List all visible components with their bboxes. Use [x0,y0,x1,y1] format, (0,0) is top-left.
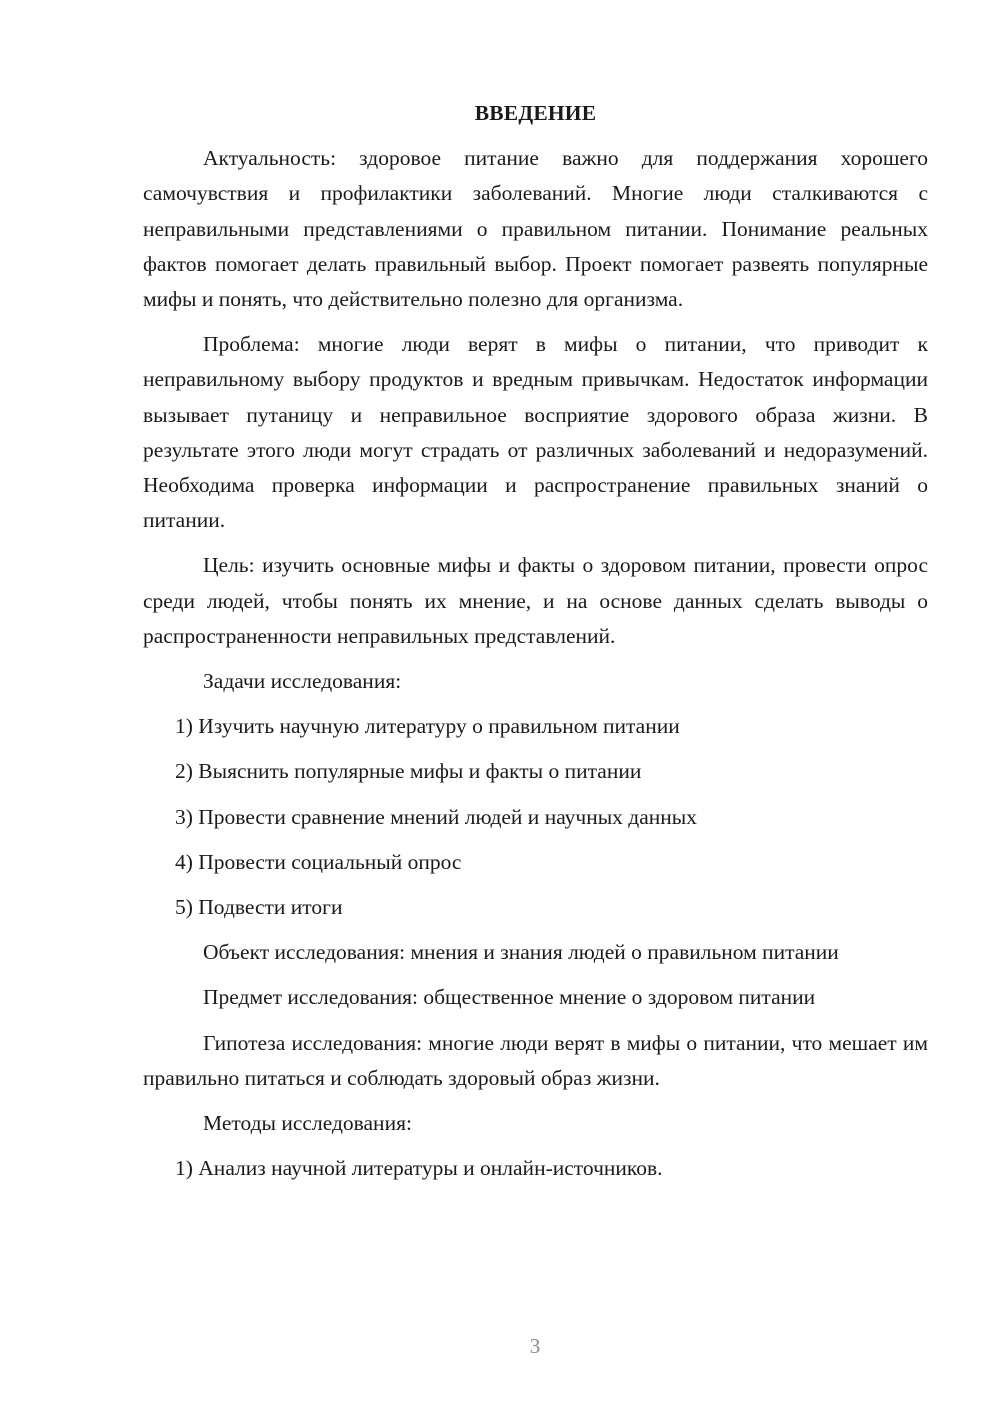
task-item: 3) Провести сравнение мнений людей и научных данных [175,804,697,829]
task-item: 4) Провести социальный опрос [175,849,462,874]
page-number: 3 [529,1334,541,1358]
paragraph-problem: Проблема: многие люди верят в мифы о питании, что приводит к неправильному выбору продуктов и вредным привычкам. Недостаток информации вызывает путаницу и неправильное восприятие здорового образа жизни. В результате этого люди могут страдать от различных заболеваний и недоразумений. Необходима проверка информации и распространение правильных знаний о питании. [143,332,928,533]
paragraph-subject: Предмет исследования: общественное мнение о здоровом питании [203,985,816,1010]
task-item: 5) Подвести итоги [175,895,343,920]
paragraph-hypothesis: Гипотеза исследования: многие люди верят в мифы о питании, что мешает им правильно питаться и соблюдать здоровый образ жизни. [143,1030,928,1090]
paragraph-goal: Цель: изучить основные мифы и факты о здоровом питании, провести опрос среди людей, чтобы понять их мнение, и на основе данных сделать выводы о распространенности неправильных представлений. [143,553,928,648]
task-item: 1) Изучить научную литературу о правильном питании [175,714,680,739]
tasks-heading: Задачи исследования: [203,669,402,694]
task-item: 2) Выяснить популярные мифы и факты о питании [175,759,642,784]
methods-heading: Методы исследования: [203,1111,412,1136]
method-item: 1) Анализ научной литературы и онлайн-источников. [175,1156,663,1181]
document-page [143,96,928,1196]
paragraph-object: Объект исследования: мнения и знания людей о правильном питании [203,940,839,965]
paragraph-relevance: Актуальность: здоровое питание важно для поддержания хорошего самочувствия и профилактики заболеваний. Многие люди сталкиваются с неправильными представлениями о правильном питании. Понимание реальных фактов помогает делать правильный выбор. Проект помогает развеять популярные мифы и понять, что действительно полезно для организма. [143,146,928,312]
section-title: ВВЕДЕНИЕ [474,101,597,125]
